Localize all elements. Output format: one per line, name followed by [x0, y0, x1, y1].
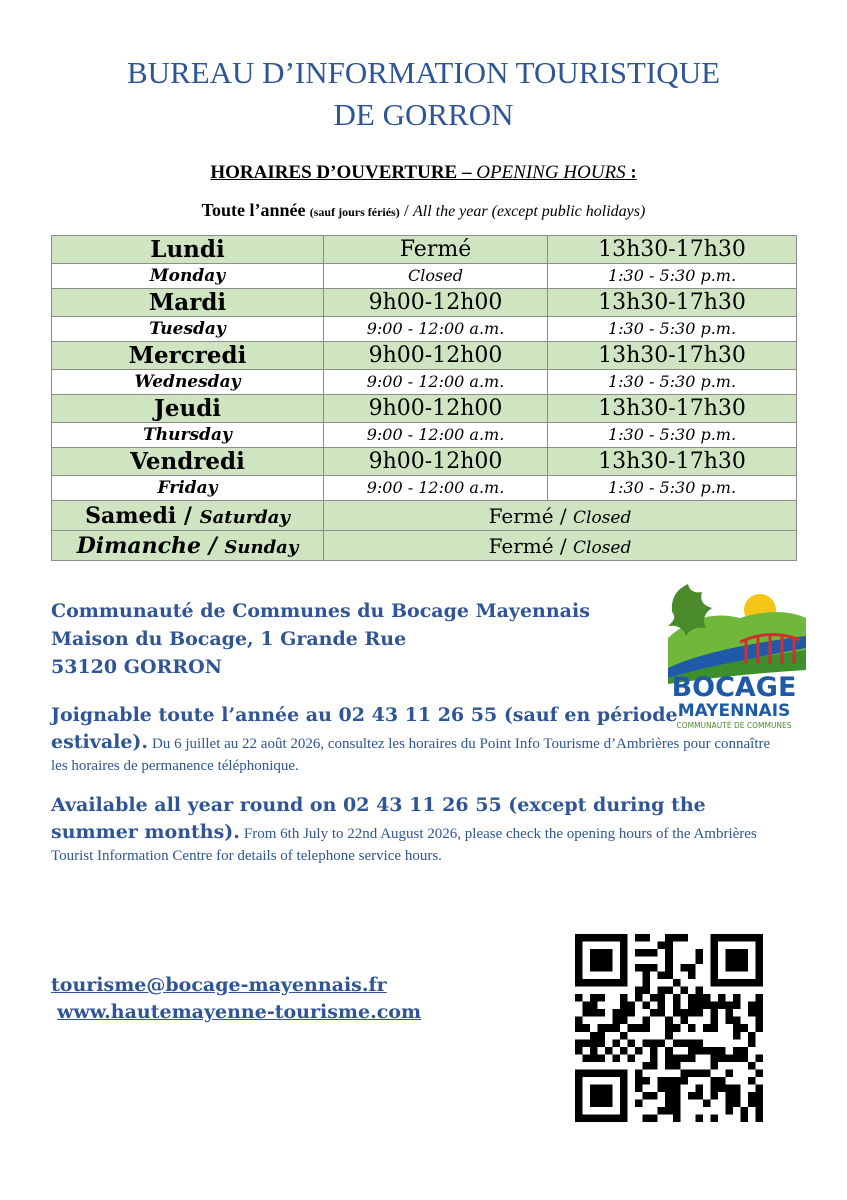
afternoon-hours-en: 1:30 - 5:30 p.m.	[548, 264, 797, 289]
weekend-day	[52, 501, 324, 531]
afternoon-hours: 13h30-17h30	[548, 448, 797, 476]
status-en: Closed	[573, 537, 632, 558]
weekend-status	[324, 531, 797, 561]
morning-hours: 9h00-12h00	[324, 289, 548, 317]
morning-hours: 9h00-12h00	[324, 342, 548, 370]
title-line-1: BUREAU D’INFORMATION TOURISTIQUE	[126, 55, 721, 90]
day-en: Tuesday	[52, 317, 324, 342]
day-fr: Vendredi	[52, 448, 324, 476]
address-block	[51, 597, 590, 681]
table-row	[52, 476, 797, 501]
status-fr: Fermé	[488, 533, 554, 558]
page-title	[0, 52, 847, 136]
heading-en: OPENING HOURS	[476, 162, 626, 183]
table-row	[52, 423, 797, 448]
slash: /	[553, 533, 574, 558]
afternoon-hours-en: 1:30 - 5:30 p.m.	[548, 423, 797, 448]
heading-sep: –	[457, 162, 477, 183]
day-fr: Jeudi	[52, 395, 324, 423]
year-fr: Toute l’année	[201, 200, 306, 220]
afternoon-hours-en: 1:30 - 5:30 p.m.	[548, 317, 797, 342]
contact-fr	[51, 702, 781, 777]
slash: /	[201, 532, 225, 559]
morning-hours-en: 9:00 - 12:00 a.m.	[324, 476, 548, 501]
year-line	[0, 200, 847, 221]
weekend-day	[52, 531, 324, 561]
contact-fr-bold: Joignable toute l’année au 02 43 11 26 55 (sauf en période estivale).	[51, 704, 678, 753]
qr-code[interactable]	[575, 934, 763, 1122]
address-line-2: Maison du Bocage, 1 Grande Rue	[51, 628, 407, 650]
table-row	[52, 289, 797, 317]
day-fr: Lundi	[52, 236, 324, 264]
year-en: All the year (except public holidays)	[412, 203, 646, 220]
table-row	[52, 317, 797, 342]
table-row	[52, 342, 797, 370]
day-fr: Mercredi	[52, 342, 324, 370]
table-row	[52, 236, 797, 264]
afternoon-hours-en: 1:30 - 5:30 p.m.	[548, 370, 797, 395]
title-line-2: DE GORRON	[333, 97, 514, 132]
day-en: Friday	[52, 476, 324, 501]
status-en: Closed	[573, 507, 632, 528]
slash: /	[553, 503, 574, 528]
morning-hours-en: 9:00 - 12:00 a.m.	[324, 370, 548, 395]
morning-hours-en: Closed	[324, 264, 548, 289]
day-en: Sunday	[224, 536, 299, 558]
weekend-status	[324, 501, 797, 531]
opening-hours-table	[51, 235, 797, 561]
day-en: Saturday	[199, 506, 290, 528]
table-row	[52, 395, 797, 423]
afternoon-hours-en: 1:30 - 5:30 p.m.	[548, 476, 797, 501]
morning-hours: Fermé	[324, 236, 548, 264]
day-fr: Mardi	[52, 289, 324, 317]
logo-word-2: MAYENNAIS	[677, 701, 791, 721]
morning-hours: 9h00-12h00	[324, 395, 548, 423]
contact-en-text: From 6th July to 22nd August 2026, please check the opening hours of the Ambrières Tourist Information Centre for details of telephone service hours.	[51, 826, 757, 864]
address-line-1: Communauté de Communes du Bocage Mayennais	[51, 600, 590, 622]
table-row	[52, 501, 797, 531]
day-en: Thursday	[52, 423, 324, 448]
afternoon-hours: 13h30-17h30	[548, 395, 797, 423]
day-en: Wednesday	[52, 370, 324, 395]
morning-hours-en: 9:00 - 12:00 a.m.	[324, 317, 548, 342]
table-row	[52, 531, 797, 561]
year-fr-note: (sauf jours fériés)	[309, 205, 400, 219]
table-row	[52, 264, 797, 289]
website-link[interactable]: www.hautemayenne-tourisme.com	[57, 1001, 422, 1023]
table-row	[52, 370, 797, 395]
heading-colon: :	[625, 162, 637, 183]
status-fr: Fermé	[488, 503, 554, 528]
contact-links	[51, 972, 421, 1026]
heading-fr: HORAIRES D’OUVERTURE	[210, 162, 458, 183]
morning-hours: 9h00-12h00	[324, 448, 548, 476]
day-en: Monday	[52, 264, 324, 289]
contact-fr-text: Du 6 juillet au 22 août 2026, consultez les horaires du Point Info Tourisme d’Ambrières pour connaître les horaires de permanence téléphonique.	[51, 736, 771, 774]
day-fr: Samedi	[85, 502, 177, 529]
logo-tagline: COMMUNAUTÉ DE COMMUNES	[676, 721, 792, 730]
afternoon-hours: 13h30-17h30	[548, 342, 797, 370]
logo-word-1: BOCAGE	[671, 672, 797, 703]
slash: /	[176, 502, 200, 529]
address-line-3: 53120 GORRON	[51, 656, 222, 678]
contact-en-bold: Available all year round on 02 43 11 26 55 (except during the summer months).	[51, 794, 706, 843]
year-sep: /	[399, 201, 413, 220]
table-row	[52, 448, 797, 476]
email-link[interactable]: tourisme@bocage-mayennais.fr	[51, 974, 387, 996]
contact-en	[51, 792, 781, 867]
afternoon-hours: 13h30-17h30	[548, 236, 797, 264]
opening-hours-heading	[0, 162, 847, 184]
morning-hours-en: 9:00 - 12:00 a.m.	[324, 423, 548, 448]
afternoon-hours: 13h30-17h30	[548, 289, 797, 317]
day-fr: Dimanche	[76, 532, 202, 559]
